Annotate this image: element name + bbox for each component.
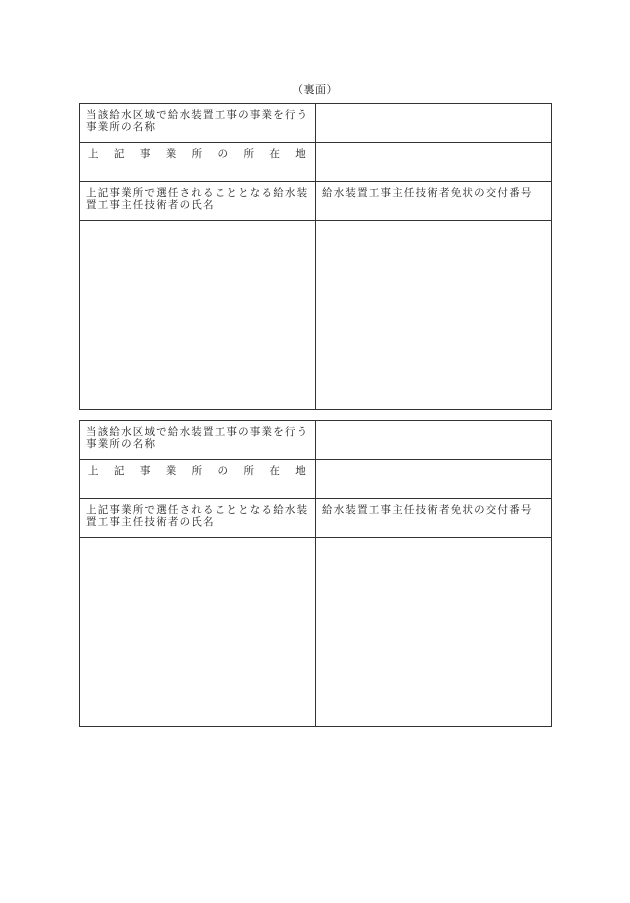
office-address-field[interactable] bbox=[316, 460, 552, 499]
license-number-field[interactable] bbox=[316, 538, 552, 727]
address-label-char: の bbox=[217, 148, 230, 160]
engineer-name-field[interactable] bbox=[80, 538, 316, 727]
license-number-field[interactable] bbox=[316, 221, 552, 410]
address-label-char: 所 bbox=[243, 465, 256, 477]
address-label-char: 記 bbox=[113, 148, 126, 160]
address-label-char: 所 bbox=[191, 465, 204, 477]
office-form-block-2 bbox=[79, 420, 552, 727]
engineer-entry-row bbox=[80, 538, 552, 727]
office-name-row bbox=[80, 421, 552, 460]
address-label-char: 記 bbox=[113, 465, 126, 477]
address-label-char: 業 bbox=[165, 148, 178, 160]
office-address-field[interactable] bbox=[316, 143, 552, 182]
engineer-header-row bbox=[80, 182, 552, 221]
office-address-row bbox=[80, 460, 552, 499]
address-label-char: 所 bbox=[191, 148, 204, 160]
office-form-block-1 bbox=[79, 103, 552, 410]
engineer-entry-row bbox=[80, 221, 552, 410]
address-label-char: 在 bbox=[269, 465, 282, 477]
office-name-row bbox=[80, 104, 552, 143]
address-label-char: 事 bbox=[139, 148, 152, 160]
address-label-char: 所 bbox=[243, 148, 256, 160]
address-label-char: 業 bbox=[165, 465, 178, 477]
address-label-char: 事 bbox=[139, 465, 152, 477]
address-label-char: 上 bbox=[88, 148, 100, 160]
license-number-label: 給水装置工事主任技術者免状の交付番号 bbox=[316, 499, 552, 538]
office-address-label bbox=[80, 460, 316, 499]
engineer-name-label: 上記事業所で選任されることとなる給水装置工事主任技術者の氏名 bbox=[80, 182, 316, 221]
engineer-header-row bbox=[80, 499, 552, 538]
address-label-char: 地 bbox=[295, 465, 307, 477]
address-label-char: 在 bbox=[269, 148, 282, 160]
office-name-label: 当該給水区域で給水装置工事の事業を行う事業所の名称 bbox=[80, 104, 316, 143]
office-name-label: 当該給水区域で給水装置工事の事業を行う事業所の名称 bbox=[80, 421, 316, 460]
office-name-field[interactable] bbox=[316, 104, 552, 143]
office-name-field[interactable] bbox=[316, 421, 552, 460]
office-address-row bbox=[80, 143, 552, 182]
page-heading: （裏面） bbox=[292, 83, 338, 96]
office-address-label bbox=[80, 143, 316, 182]
engineer-name-label: 上記事業所で選任されることとなる給水装置工事主任技術者の氏名 bbox=[80, 499, 316, 538]
address-label-char: 地 bbox=[295, 148, 307, 160]
address-label-char: 上 bbox=[88, 465, 100, 477]
engineer-name-field[interactable] bbox=[80, 221, 316, 410]
address-label-char: の bbox=[217, 465, 230, 477]
license-number-label: 給水装置工事主任技術者免状の交付番号 bbox=[316, 182, 552, 221]
